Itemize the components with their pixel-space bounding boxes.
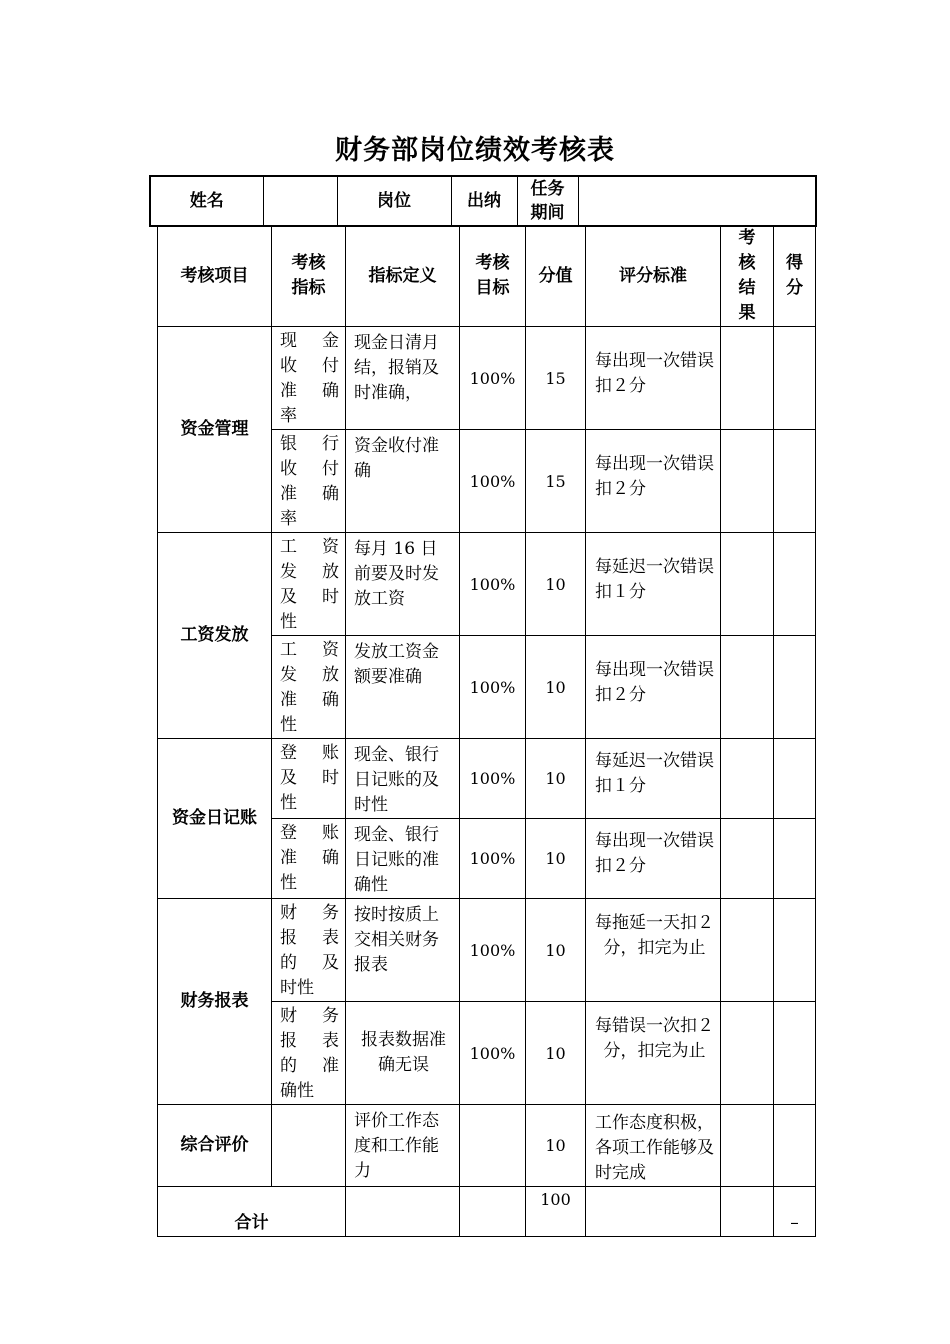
points-cell[interactable] <box>774 739 816 819</box>
indicator-cell <box>272 327 346 430</box>
indicator-cell <box>272 430 346 533</box>
standard-cell: 每拖延一天扣２分，扣完为止 <box>586 899 721 1002</box>
indicator-line: 性 <box>280 793 297 813</box>
period-field[interactable] <box>578 176 816 226</box>
indicator-cell <box>272 739 346 819</box>
indicator-line: 的 及 <box>280 953 339 973</box>
item-name: 资金日记账 <box>158 739 272 899</box>
definition-cell: 现金、银行日记账的及时性 <box>346 739 460 819</box>
score-cell: 15 <box>526 327 586 430</box>
indicator-line: 发 放 <box>280 665 339 685</box>
header-definition: 指标定义 <box>346 226 460 327</box>
name-field[interactable] <box>263 176 337 226</box>
definition-cell: 现金日清月结，报销及时准确， <box>346 327 460 430</box>
table-row <box>158 739 816 819</box>
total-target-cell <box>460 1187 526 1237</box>
indicator-line: 准 确 <box>280 484 339 504</box>
definition-cell: 报表数据准确无误 <box>346 1002 460 1105</box>
standard-cell: 每出现一次错误扣２分 <box>586 327 721 430</box>
target-cell <box>460 1105 526 1187</box>
indicator-line: 银 行 <box>280 434 339 454</box>
indicator-line: 工 资 <box>280 640 339 660</box>
indicator-line: 的 准 <box>280 1056 339 1076</box>
indicator-line: 财 务 <box>280 1006 339 1026</box>
standard-cell: 每延迟一次错误扣１分 <box>586 739 721 819</box>
indicator-line: 确性 <box>280 1081 314 1101</box>
score-cell: 10 <box>526 1105 586 1187</box>
period-label: 任务期间 <box>517 176 578 226</box>
indicator-line: 性 <box>280 715 297 735</box>
total-result-cell[interactable] <box>721 1187 774 1237</box>
points-cell[interactable] <box>774 1105 816 1187</box>
standard-cell: 每错误一次扣２分，扣完为止 <box>586 1002 721 1105</box>
score-cell: 15 <box>526 430 586 533</box>
standard-cell: 每出现一次错误扣２分 <box>586 430 721 533</box>
standard-cell: 工作态度积极，各项工作能够及时完成 <box>586 1105 721 1187</box>
item-name: 资金管理 <box>158 327 272 533</box>
indicator-line: 准 确 <box>280 848 339 868</box>
target-cell: 100% <box>460 899 526 1002</box>
definition-cell: 现金、银行日记账的准确性 <box>346 819 460 899</box>
points-cell[interactable] <box>774 1002 816 1105</box>
indicator-cell <box>272 636 346 739</box>
points-cell[interactable] <box>774 636 816 739</box>
assessment-table <box>157 225 816 1237</box>
indicator-cell <box>272 1002 346 1105</box>
header-row <box>158 226 816 327</box>
indicator-line: 及 时 <box>280 768 339 788</box>
score-cell: 10 <box>526 1002 586 1105</box>
indicator-line: 发 放 <box>280 562 339 582</box>
result-cell[interactable] <box>721 739 774 819</box>
target-cell: 100% <box>460 819 526 899</box>
target-cell: 100% <box>460 430 526 533</box>
result-cell[interactable] <box>721 430 774 533</box>
result-cell[interactable] <box>721 819 774 899</box>
definition-cell: 发放工资金额要准确 <box>346 636 460 739</box>
indicator-line: 性 <box>280 612 297 632</box>
header-target: 考核目标 <box>460 226 526 327</box>
score-cell: 10 <box>526 819 586 899</box>
indicator-line: 报 表 <box>280 1031 339 1051</box>
total-row <box>158 1187 816 1237</box>
indicator-line: 财 务 <box>280 903 339 923</box>
page-title: 财务部岗位绩效考核表 <box>335 135 615 166</box>
target-cell: 100% <box>460 327 526 430</box>
indicator-cell <box>272 819 346 899</box>
points-cell[interactable] <box>774 430 816 533</box>
target-cell: 100% <box>460 739 526 819</box>
indicator-line: 报 表 <box>280 928 339 948</box>
indicator-cell <box>272 899 346 1002</box>
score-cell: 10 <box>526 739 586 819</box>
points-cell[interactable] <box>774 533 816 636</box>
indicator-line: 时性 <box>280 978 314 998</box>
total-score: 100 <box>526 1187 586 1237</box>
total-definition-cell <box>346 1187 460 1237</box>
indicator-line: 登 账 <box>280 823 339 843</box>
score-cell: 10 <box>526 899 586 1002</box>
indicator-line: 率 <box>280 509 297 529</box>
item-name: 综合评价 <box>158 1105 272 1187</box>
total-points: – <box>774 1187 816 1237</box>
indicator-cell <box>272 533 346 636</box>
indicator-line: 工 资 <box>280 537 339 557</box>
header-points: 得分 <box>774 226 816 327</box>
indicator-line: 率 <box>280 406 297 426</box>
header-result: 考核结果 <box>721 226 774 327</box>
name-label: 姓名 <box>150 176 263 226</box>
indicator-line: 准 确 <box>280 381 339 401</box>
indicator-line: 登 账 <box>280 743 339 763</box>
total-label: 合计 <box>158 1187 346 1237</box>
header-score: 分值 <box>526 226 586 327</box>
table-row <box>158 327 816 430</box>
points-cell[interactable] <box>774 819 816 899</box>
table-row <box>158 533 816 636</box>
target-cell: 100% <box>460 636 526 739</box>
indicator-line: 收 付 <box>280 459 339 479</box>
result-cell[interactable] <box>721 1105 774 1187</box>
header-item: 考核项目 <box>158 226 272 327</box>
points-cell[interactable] <box>774 899 816 1002</box>
table-row <box>158 1105 816 1187</box>
definition-cell: 每月 16 日前要及时发放工资 <box>346 533 460 636</box>
score-cell: 10 <box>526 533 586 636</box>
position-label: 岗位 <box>337 176 451 226</box>
indicator-line: 准 确 <box>280 690 339 710</box>
score-cell: 10 <box>526 636 586 739</box>
position-value: 出纳 <box>451 176 517 226</box>
indicator-line: 及 时 <box>280 587 339 607</box>
definition-cell: 资金收付准确 <box>346 430 460 533</box>
result-cell[interactable] <box>721 327 774 430</box>
result-cell[interactable] <box>721 1002 774 1105</box>
table-row <box>158 899 816 1002</box>
target-cell: 100% <box>460 1002 526 1105</box>
result-cell[interactable] <box>721 899 774 1002</box>
item-name: 工资发放 <box>158 533 272 739</box>
total-standard-cell <box>586 1187 721 1237</box>
employee-info-table <box>149 175 817 227</box>
result-cell[interactable] <box>721 533 774 636</box>
standard-cell: 每出现一次错误扣２分 <box>586 636 721 739</box>
indicator-cell <box>272 1105 346 1187</box>
indicator-line: 现 金 <box>280 331 339 351</box>
points-cell[interactable] <box>774 327 816 430</box>
target-cell: 100% <box>460 533 526 636</box>
definition-cell: 评价工作态度和工作能力 <box>346 1105 460 1187</box>
item-name: 财务报表 <box>158 899 272 1105</box>
standard-cell: 每延迟一次错误扣１分 <box>586 533 721 636</box>
indicator-line: 性 <box>280 873 297 893</box>
header-indicator: 考核指标 <box>272 226 346 327</box>
header-standard: 评分标准 <box>586 226 721 327</box>
standard-cell: 每出现一次错误扣２分 <box>586 819 721 899</box>
result-cell[interactable] <box>721 636 774 739</box>
definition-cell: 按时按质上交相关财务报表 <box>346 899 460 1002</box>
indicator-line: 收 付 <box>280 356 339 376</box>
